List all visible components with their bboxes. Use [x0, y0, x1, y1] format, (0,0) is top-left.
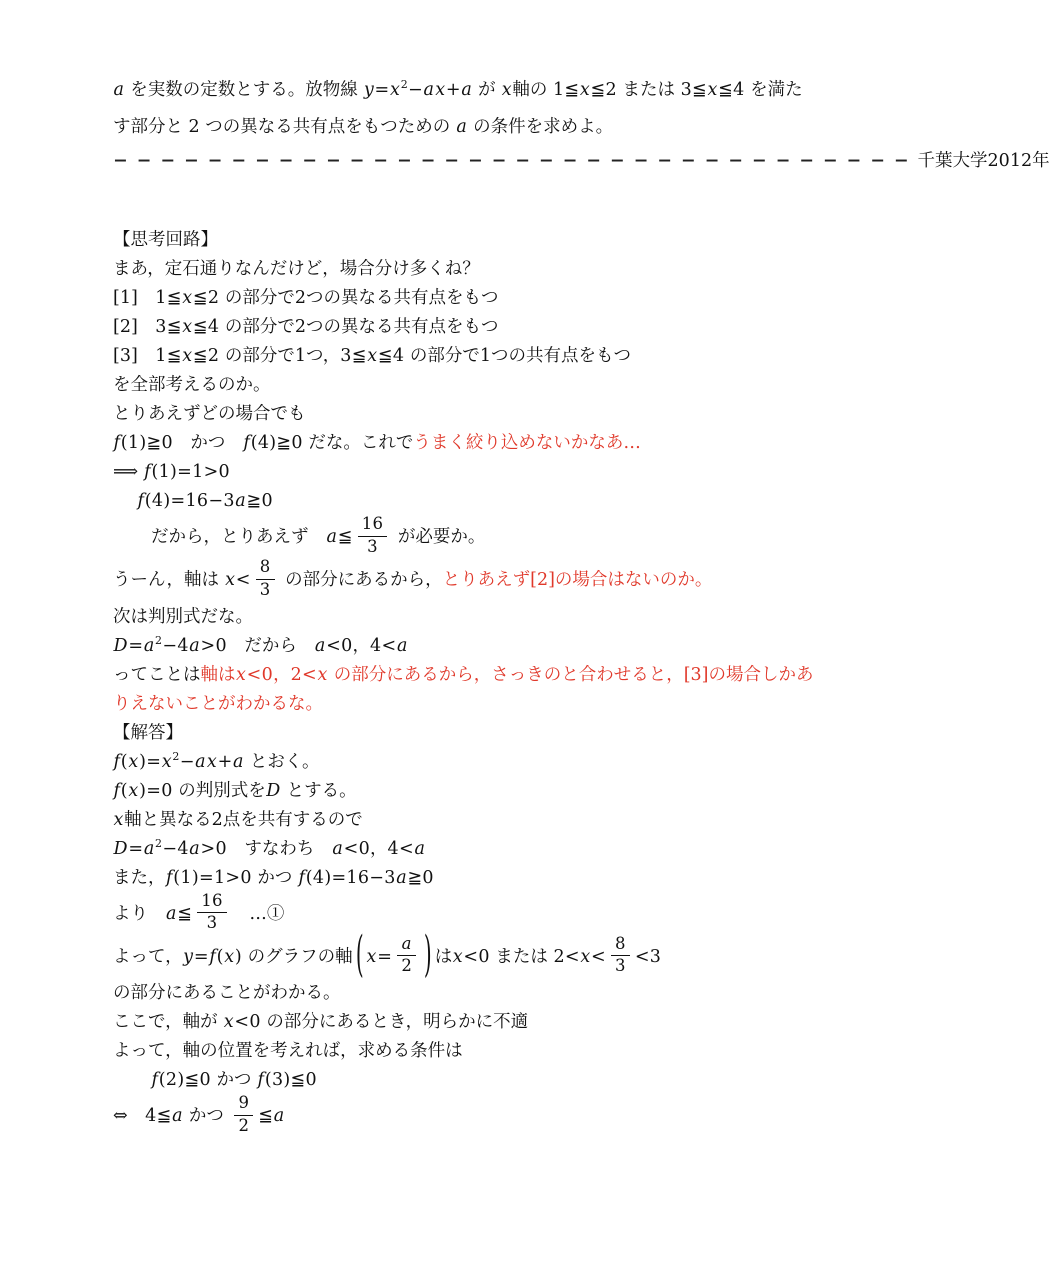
text-line [113, 109, 886, 146]
math-variable: x [161, 751, 172, 772]
text-line [113, 255, 886, 284]
text-segment: の部分で1つの共有点をもつ [404, 346, 631, 366]
fraction [358, 514, 388, 557]
math-variable: a [143, 838, 155, 859]
math-variable: x [579, 80, 591, 100]
math-variable: a [143, 635, 155, 656]
math-expression: f(3)≦0 [257, 1070, 317, 1090]
text-line [151, 516, 886, 559]
math-variable: y [183, 946, 194, 967]
math-expression: 3 [615, 956, 626, 976]
math-expression: 8 [615, 933, 626, 953]
math-variable: D [266, 780, 281, 801]
text-segment: 軸と異なる2点を共有するので [124, 809, 363, 830]
math-variable: f [144, 462, 151, 482]
text-segment: ， [370, 838, 388, 859]
math-variable: x [224, 946, 235, 967]
text-segment: を満た [744, 80, 803, 100]
math-expression: x<0 [223, 1012, 261, 1032]
text-line [137, 487, 886, 516]
math-variable: a [332, 838, 344, 859]
math-variable: x [501, 80, 512, 100]
fraction-numerator [611, 934, 630, 957]
text-segment: よって，軸の位置を考えれば，求める条件は [113, 1041, 463, 1061]
math-variable: a [401, 933, 412, 953]
fraction-numerator [234, 1093, 253, 1116]
math-expression: f(1)=1>0 [166, 867, 252, 888]
text-segment: の部分で2つの異なる共有点をもつ [219, 288, 499, 308]
text-segment: とおく。 [244, 751, 320, 772]
math-variable: a [189, 635, 200, 656]
superscript: 2 [172, 749, 180, 763]
math-variable: a [233, 751, 244, 772]
math-expression: $D=a^2-4a>0$ [113, 836, 227, 859]
text-segment: の部分にあるから，さっきのと合わせると，[3]の場合しかあ [328, 664, 814, 685]
fraction [197, 891, 227, 934]
math-expression: 8 [259, 557, 271, 577]
text-segment: より [113, 903, 166, 924]
text-segment: が [472, 80, 502, 100]
text-segment: す部分と 2 つの異なる共有点をもつための [113, 117, 456, 137]
math-expression: f(x)=0 [113, 780, 173, 801]
text-segment: とする。 [281, 780, 357, 801]
text-line [113, 979, 886, 1008]
text-line [113, 927, 886, 984]
text-segment: りえないことがわかるな。 [113, 693, 323, 714]
math-expression [266, 781, 281, 801]
text-segment: とりあえずどの場合でも [113, 404, 306, 424]
math-variable: a [113, 80, 125, 100]
math-expression: a<0 [314, 635, 353, 656]
math-variable: x [113, 809, 124, 830]
math-expression: f(1)=1>0 [144, 462, 230, 482]
math-expression: 16 [361, 514, 384, 533]
fraction-denominator [256, 580, 275, 601]
text-line [113, 342, 886, 371]
math-variable: f [151, 1070, 159, 1090]
text-segment: の部分にあるから， [279, 570, 443, 591]
text-segment: 軸は [200, 664, 236, 685]
source-attribution: 千葉大学2012年 [917, 151, 1050, 171]
math-expression: 9 [238, 1093, 250, 1112]
math-variable: f [243, 433, 251, 453]
text-segment: のグラフの軸 [242, 946, 353, 967]
big-parenthesis: ) [424, 927, 432, 984]
math-expression: a≦ [326, 527, 353, 548]
math-expression: f(4)=16−3a≧0 [298, 867, 434, 888]
text-line [113, 864, 886, 893]
math-expression: 3 [367, 536, 378, 556]
text-segment: よって， [113, 946, 183, 967]
text-segment: の部分にあるとき，明らかに不適 [260, 1012, 529, 1032]
math-expression: 3≦x≦4 [155, 317, 220, 337]
spacer [113, 176, 886, 226]
math-variable: x [452, 946, 463, 967]
text-line [113, 1095, 886, 1138]
math-variable: x [317, 664, 328, 685]
separator-line [113, 146, 1050, 176]
math-variable: a [314, 635, 326, 656]
math-variable: f [113, 433, 121, 453]
math-expression: 2<x< [553, 946, 606, 967]
math-variable: x [707, 80, 718, 100]
text-segment: ってことは [113, 664, 201, 685]
math-variable: a [235, 491, 246, 511]
math-expression: x<0 [236, 664, 274, 685]
text-segment: の部分にあることがわかる。 [113, 983, 341, 1003]
math-expression: 1≦x≦2 [552, 80, 617, 100]
math-variable: f [166, 867, 173, 888]
math-expression: 2<x [290, 664, 328, 685]
math-expression: 4≦a [145, 1106, 183, 1127]
text-segment: を全部考えるのか。 [113, 375, 271, 395]
math-variable: a [172, 1106, 183, 1127]
math-variable: D [113, 635, 128, 656]
math-variable: x [206, 751, 218, 772]
text-segment: だから [226, 635, 315, 656]
text-segment: まあ，定石通りなんだけど，場合分け多くね？ [113, 259, 480, 279]
math-variable: x [182, 317, 193, 337]
text-line [113, 284, 886, 313]
math-variable: a [396, 867, 407, 888]
math-expression: f(4)=16−3a≧0 [137, 491, 273, 511]
text-segment: の条件を求めよ。 [467, 117, 614, 137]
math-expression: 4<a [387, 838, 426, 859]
text-segment: の判別式を [172, 780, 266, 801]
math-variable: f [113, 780, 121, 801]
math-expression: f(1)≧0 [113, 433, 173, 453]
text-line [113, 690, 886, 719]
text-segment: かつ [183, 1106, 230, 1127]
text-segment: [1] [113, 288, 156, 308]
math-expression: <3 [634, 946, 662, 967]
text-line [113, 835, 886, 864]
fraction-numerator [197, 891, 227, 914]
text-line [113, 400, 886, 429]
text-line [113, 661, 886, 690]
fraction-denominator [234, 1116, 253, 1137]
math-variable: x [367, 346, 378, 366]
text-segment: または [489, 946, 554, 967]
math-variable: a [456, 117, 468, 137]
math-variable: a [414, 838, 426, 859]
math-variable: a [461, 80, 473, 100]
text-line [113, 429, 886, 458]
math-expression: 1≦x≦2 [155, 346, 220, 366]
math-variable: f [298, 867, 306, 888]
math-expression [113, 810, 124, 830]
math-variable: f [257, 1070, 265, 1090]
math-expression: 2 [401, 956, 413, 976]
superscript: 2 [400, 78, 408, 92]
text-line [113, 371, 886, 400]
math-expression: $f(x)=x^2-ax+a$ [113, 749, 244, 772]
text-line [113, 719, 886, 748]
math-expression: x<0 [452, 946, 490, 967]
math-expression: f(4)≧0 [243, 433, 303, 453]
math-expression: a≦ [166, 903, 193, 924]
text-segment: は [434, 946, 453, 967]
text-segment: が必要か。 [392, 527, 486, 548]
math-expression: 1≦x≦2 [155, 288, 220, 308]
text-segment: うーん，軸は [113, 570, 225, 591]
math-variable: f [113, 751, 121, 772]
math-variable: D [113, 838, 128, 859]
math-variable: a [166, 903, 177, 924]
math-variable: x [366, 946, 377, 967]
text-line [113, 890, 886, 936]
text-line [113, 603, 886, 632]
text-segment: かつ [251, 867, 298, 888]
math-variable: x [435, 80, 446, 100]
fraction [397, 934, 416, 977]
math-variable: x [390, 80, 401, 100]
math-expression: 2 [238, 1115, 250, 1135]
superscript: 2 [155, 633, 163, 647]
text-line [113, 458, 886, 487]
text-segment: とりあえず[2]の場合はないのか。 [442, 570, 713, 591]
fraction-numerator [358, 514, 388, 537]
text-line [113, 313, 886, 342]
text-segment: ， [273, 664, 291, 685]
math-expression [401, 934, 412, 953]
math-variable: x [236, 664, 247, 685]
text-segment: だから，とりあえず [151, 527, 326, 548]
math-variable: x [128, 780, 139, 801]
text-segment: ⟹ [113, 462, 144, 482]
text-line [113, 748, 886, 777]
math-expression: 3≦x≦4 [680, 80, 745, 100]
fraction-denominator [363, 537, 382, 558]
math-variable: x [182, 288, 193, 308]
math-expression: y=f(x) [183, 946, 243, 967]
text-segment: ⇔ [113, 1106, 146, 1127]
math-variable: a [396, 635, 408, 656]
text-line [113, 806, 886, 835]
text-segment: 次は判別式だな。 [113, 606, 253, 627]
math-variable: x [128, 751, 139, 772]
text-segment: を実数の定数とする。放物線 [124, 80, 364, 100]
text-line [113, 226, 886, 255]
text-segment: [2] [113, 317, 156, 337]
math-variable: x [225, 570, 236, 591]
text-line [113, 1037, 886, 1066]
text-segment: ここで，軸が [113, 1012, 224, 1032]
math-expression [456, 117, 468, 137]
math-variable: x [580, 946, 591, 967]
math-expression: $y=x^2-ax+a$ [363, 78, 473, 100]
text-line [113, 777, 886, 806]
text-segment: 軸の [512, 80, 553, 100]
text-line [113, 559, 886, 602]
text-segment: 【思考回路】 [113, 230, 218, 250]
math-variable: a [326, 527, 338, 548]
math-variable: y [363, 80, 375, 100]
math-expression: 3 [259, 579, 271, 599]
math-expression: 3≦x≦4 [340, 346, 405, 366]
math-expression: 16 [201, 890, 223, 910]
math-expression: x< [225, 570, 251, 591]
math-variable: a [189, 838, 200, 859]
math-variable: x [182, 346, 193, 366]
text-line [113, 72, 886, 109]
math-expression [113, 80, 125, 100]
fraction-denominator [203, 913, 222, 934]
text-segment: 【解答】 [113, 722, 183, 743]
text-segment: かつ [172, 433, 243, 453]
text-line [151, 1066, 886, 1095]
math-expression: ≦a [258, 1106, 285, 1127]
text-segment: だな。これで [302, 433, 414, 453]
text-line [113, 1008, 886, 1037]
math-expression: f(2)≦0 [151, 1070, 211, 1090]
math-variable: a [195, 751, 206, 772]
big-parenthesis: ( [355, 927, 364, 984]
math-variable: a [273, 1106, 285, 1127]
text-segment: かつ [210, 1070, 258, 1090]
text-segment: または [616, 80, 681, 100]
fraction-denominator [397, 956, 416, 977]
text-segment: また， [113, 867, 166, 888]
text-segment: [3] [113, 346, 156, 366]
math-variable: x [223, 1012, 234, 1032]
math-variable: f [209, 946, 217, 967]
math-expression: $D=a^2-4a>0$ [113, 633, 227, 656]
math-variable: f [137, 491, 145, 511]
fraction [256, 557, 275, 600]
text-segment: うまく絞り込めないかなあ… [413, 433, 641, 453]
fraction-numerator [397, 934, 416, 957]
math-expression [501, 80, 512, 100]
text-segment: …① [231, 903, 285, 924]
text-segment: すなわち [226, 838, 332, 859]
text-line [113, 632, 886, 661]
math-expression: 4<a [370, 635, 408, 656]
text-segment: の部分で2つの異なる共有点をもつ [219, 317, 499, 337]
dashed-rule: −−−−−−−−−−−−−−−−−−−−−−−−−−−−−−−−−− [113, 151, 918, 171]
fraction [611, 934, 630, 977]
math-variable: a [423, 80, 435, 100]
text-segment: の部分で1つ， [219, 346, 341, 366]
math-expression: a<0 [332, 838, 371, 859]
math-expression: 3 [206, 913, 218, 933]
fraction [234, 1093, 253, 1136]
fraction-numerator [256, 557, 275, 580]
text-segment: ， [352, 635, 371, 656]
fraction-denominator [611, 956, 630, 977]
superscript: 2 [155, 836, 163, 850]
math-expression: x= [366, 946, 393, 967]
